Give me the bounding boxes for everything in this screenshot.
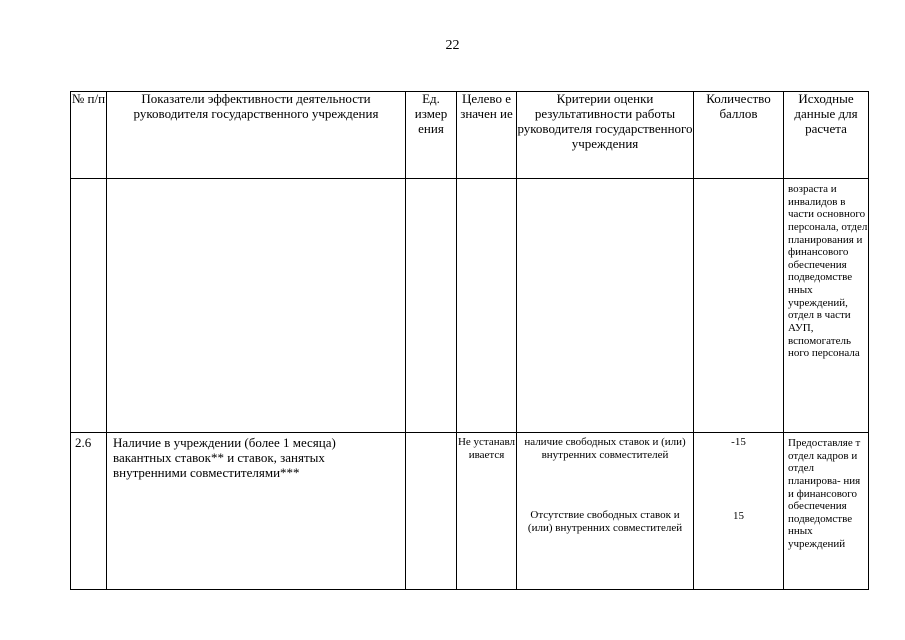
evaluation-table xyxy=(70,91,869,590)
row-2-6-indicator: Наличие в учреждении (более 1 месяца) вакантных ставок** и ставок, занятых внутренними совместителями*** xyxy=(107,433,406,590)
cont-source: возраста и инвалидов в части основного персонала, отдел планирования и финансового обеспечения подведомстве нных учреждений, отдел в части АУП, вспомогатель ного персонала xyxy=(784,179,869,433)
criteria-present-vacancies: наличие свободных ставок и (или) внутренних совместителей xyxy=(524,436,686,461)
header-unit: Ед. измер ения xyxy=(406,92,457,179)
row-2-6-source: Предоставляе т отдел кадров и отдел планирова- ния и финансового обеспечения подведомстве нных учреждений xyxy=(784,433,869,590)
row-2-6-points xyxy=(694,433,784,590)
table-row-continuation xyxy=(71,179,869,433)
header-target: Целево е значен ие xyxy=(457,92,517,179)
row-2-6-criteria xyxy=(517,433,694,590)
table-row-2-6 xyxy=(71,433,869,590)
cont-unit xyxy=(406,179,457,433)
table-header-row xyxy=(71,92,869,179)
cont-target xyxy=(457,179,517,433)
header-num: № п/п xyxy=(71,92,107,179)
cont-points xyxy=(694,179,784,433)
cont-criteria xyxy=(517,179,694,433)
cont-indicator xyxy=(107,179,406,433)
row-2-6-num: 2.6 xyxy=(71,433,107,590)
cont-num xyxy=(71,179,107,433)
points-no-vacancies: 15 xyxy=(733,509,744,522)
row-2-6-target: Не устанавл ивается xyxy=(457,433,517,590)
header-criteria: Критерии оценки результативности работы руководителя государственного учреждения xyxy=(517,92,694,179)
criteria-no-vacancies: Отсутствие свободных ставок и (или) внутренних совместителей xyxy=(527,509,683,534)
header-source: Исходные данные для расчета xyxy=(784,92,869,179)
header-points: Количество баллов xyxy=(694,92,784,179)
points-present-vacancies: -15 xyxy=(731,436,746,448)
page-number: 22 xyxy=(445,38,460,53)
header-indicator: Показатели эффективности деятельности руководителя государственного учреждения xyxy=(107,92,406,179)
row-2-6-unit xyxy=(406,433,457,590)
